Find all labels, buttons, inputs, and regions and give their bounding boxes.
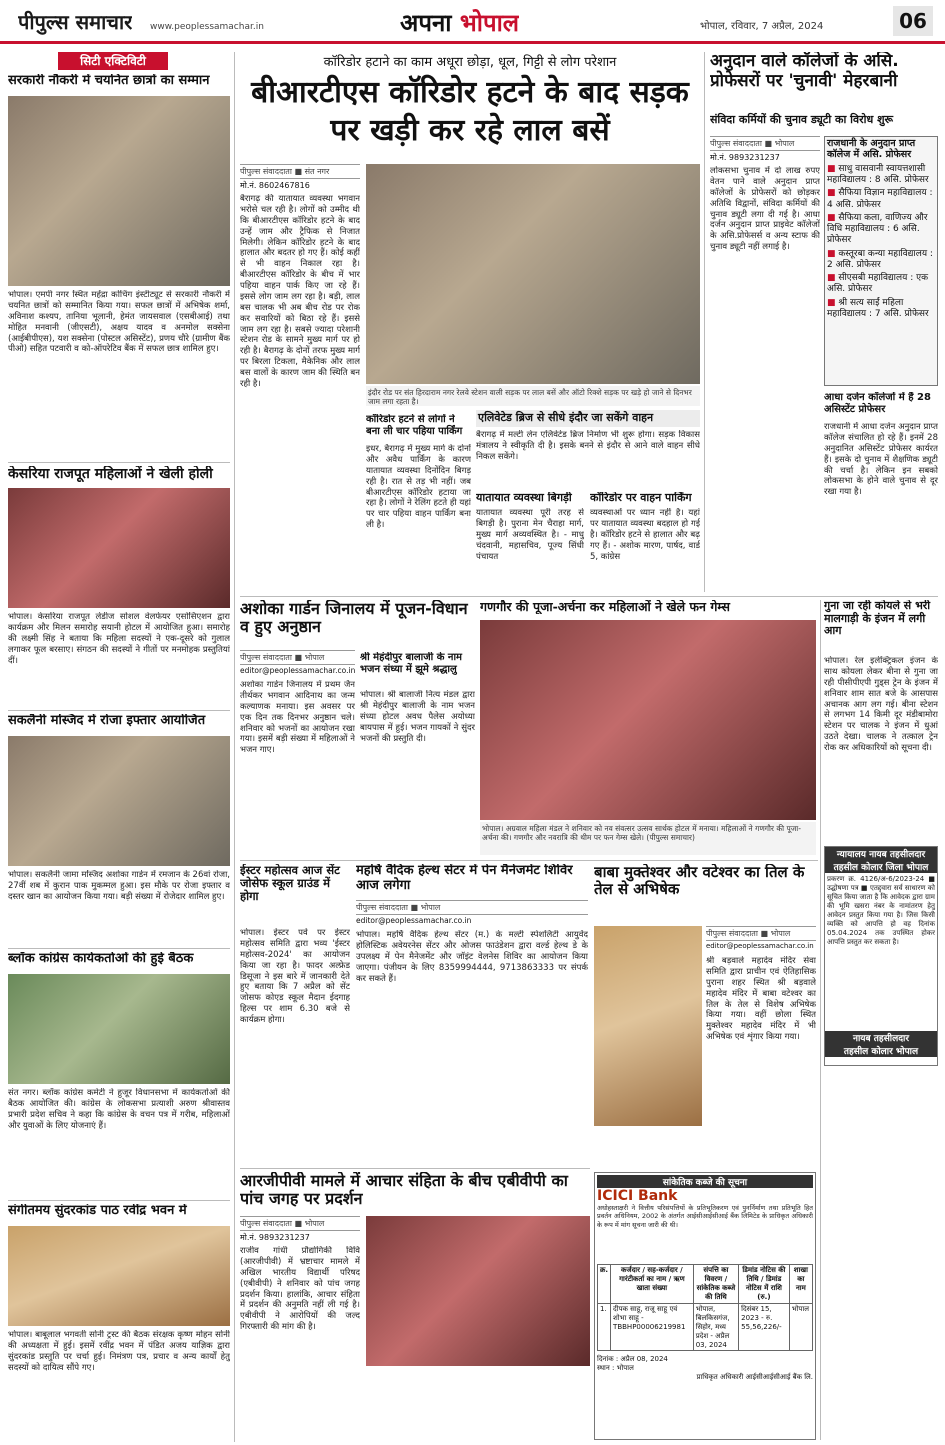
- left-column: [8, 52, 230, 1442]
- college-box: [824, 136, 938, 386]
- icici-date: दिनांक : अप्रैल 08, 2024: [597, 1355, 668, 1363]
- maharshi-headline: महर्षि वैदिक हेल्थ सेंटर में पेन मैनेजमेंट शिविर आज लगेगा: [356, 864, 573, 893]
- college-deck: संविदा कर्मियों की चुनाव ड्यूटी का विरोध शुरू: [710, 113, 894, 126]
- s4-headline: ब्लॉक कांग्रेस कार्यकर्ताओं की हुई बैठक: [8, 952, 194, 966]
- icici-th: क्र.: [598, 1265, 611, 1304]
- masthead: [0, 0, 945, 44]
- tehsil-notice-title1: न्यायालय नायब तहसीलदार: [825, 847, 937, 860]
- gangaur-headline: गणगौर की पूजा-अर्चना कर महिलाओं ने खेले फन गेम्स: [480, 600, 730, 614]
- brts-sub4-body: व्यवस्थाओं पर ध्यान नहीं है। यहां पर यातायात व्यवस्था बदहाल हो गई है। कॉरिडोर हटने से हालात और बढ़ गए हैं। - अशोक मारण, पार्षद, वार्ड 5, कांग्रेस: [590, 508, 700, 562]
- maharshi-story: [356, 864, 588, 1164]
- s1-photo: [8, 96, 230, 286]
- icici-td: भोपाल: [789, 1304, 812, 1351]
- college-mobile: मो.नं. 9893231237: [710, 153, 780, 162]
- brts-sub3: यातायात व्यवस्था बिगड़ी: [476, 492, 572, 504]
- college-box-item: ■ सीएसबी महाविद्यालय : एक असि. प्रोफेसर: [827, 273, 935, 296]
- abvp-story: [240, 1172, 590, 1440]
- s4-body: संत नगर। ब्लॉक कांग्रेस कमेटी ने हुजूर विधानसभा में कार्यकर्ताओं की बैठक आयोजित की। कांग्रेस के लोकसभा प्रत्याशी अरुण श्रीवास्तव प्रभारी प्रदेश सचिव ने कहा कि कांग्रेस के वचन पत्र में गरीब, महिलाओं और युवाओं के लिए योजनाएं हैं।: [8, 1088, 230, 1131]
- college-box-title: राजधानी के अनुदान प्राप्त कॉलेज में असि. प्रोफेसर: [827, 138, 916, 160]
- s1-body: भोपाल। एमपी नगर स्थित महेंद्रा कोचिंग इंस्टीट्यूट से सरकारी नौकरी में चयनित छात्रों को सम्मानित किया गया। सफल छात्रों में अभिषेक शर्मा, अविनाश कश्यप, तानिया भूलानी, हेमंत जायसवाल (एसबीआई) तथा मोहित मनवानी (जीएसटी), अक्षय यादव व अनमोल सक्सेना (आईबीपीएस), यश सक्सेना (पोस्टल असिस्टेंट), प्रणय चौरे (ग्रामीण बैंक पीओ) सहित पटवारी व को-ऑपरेटिव बैंक में सफल छात्र शामिल हुए।: [8, 290, 230, 355]
- icici-notice-body: अधोहस्ताक्षरी ने वित्तीय परिसंपत्तियों के प्रतिभूतिकरण एवं पुनर्निर्माण तथा प्रतिभूति हित प्रवर्तन अधिनियम, 2002 के अंतर्गत आईसीआईसीआई बैंक लिमिटेड के प्राधिकृत अधिकारी के रूप में मांग सूचना जारी की थी।: [597, 1204, 813, 1229]
- ashoka-body: अशोका गार्डन जिनालय में प्रथम जैन तीर्थकर भगवान आदिनाथ का जन्म कल्याणक मनाया। इस अवसर पर एक दिन तक दिनभर अनुष्ठान चले। शनिवार को भजनों का आयोजन रखा गया। इसमें बड़ी संख्या में महिलाओं ने भजन गाए।: [240, 680, 355, 756]
- baba-email: editor@peoplessamachar.co.in: [706, 942, 814, 950]
- icici-th: संपत्ति का विवरण / सांकेतिक कब्जे की तिथि: [693, 1265, 738, 1304]
- gangaur-story: [480, 600, 816, 855]
- tehsil-notice-body: प्रकरण क्र. 4126/अ-6/2023-24 ■ उद्घोषणा पत्र ■ एतद्द्वारा सर्व साधारण को सूचित किया जाता है कि आवेदक द्वारा ग्राम की भूमि खसरा नंबर के नामांतरण हेतु आवेदन प्रस्तुत किया गया है। जिस किसी व्यक्ति को आपत्ति हो वह दिनांक 05.04.2024 तक उपस्थित होकर आपत्ति प्रस्तुत कर सकता है।: [827, 875, 935, 946]
- icici-th: कर्जदार / सह-कर्जदार / गारंटीकर्ता का नाम / ऋण खाता संख्या: [611, 1265, 694, 1304]
- icici-notice-title: सांकेतिक कब्जे की सूचना: [597, 1175, 813, 1188]
- tehsil-notice-title2: तहसील कोलार जिला भोपाल: [825, 860, 937, 873]
- page-number: 06: [893, 6, 933, 36]
- section-title: [400, 6, 519, 39]
- s3-headline: सकलैनी मस्जिद में रोजा इफ्तार आयोजित: [8, 714, 206, 728]
- brand-url: www.peoplessamachar.in: [150, 22, 264, 32]
- s3-photo: [8, 736, 230, 866]
- gangaur-caption-text: भोपाल। अग्रवाल महिला मंडल ने शनिवार को नव संवत्सर उत्सव सार्थक होटल में मनाया। महिलाओं ने गणगौर की पूजा-अर्चना की। गणगौर और नवरात्रि की थीम पर फन गेम्स खेले।: [482, 824, 801, 842]
- s2-body: भोपाल। केसरिया राजपूत लेडीज सोशल वेलफेयर एसोसिएशन द्वारा कार्यक्रम और मिलन समारोह सयानी होटल में आयोजित हुआ। समारोह की लक्ष्मी सिंह ने बताया कि महिला सदस्यों ने एक-दूसरे को गुलाल लगाकर फूल बरसाए। संगठन की सदस्यों ने गीतों पर मनमोहक प्रस्तुतियां दीं।: [8, 612, 230, 666]
- guna-story: [824, 600, 938, 840]
- baba-photo: [594, 926, 702, 1126]
- college-box-item: ■ साधु वासवानी स्वायत्तशासी महाविद्यालय : 8 असि. प्रोफेसर: [827, 164, 935, 187]
- icici-th: शाखा का नाम: [789, 1265, 812, 1304]
- s1-headline: सरकारी नौकरी में चयनित छात्रों का सम्मान: [8, 74, 210, 88]
- college-sub: आधा दर्जन कॉलेजों में हैं 28 असिस्टेंट प्रोफेसर: [824, 392, 931, 415]
- ashoka-sub: श्री मेहंदीपुर बालाजी के नाम भजन संध्या में झूमे श्रद्धालु: [360, 652, 463, 675]
- ashoka-headline: अशोका गार्डन जिनालय में पूजन-विधान व हुए अनुष्ठान: [240, 600, 468, 637]
- gangaur-credit: (पीपुल्स समाचार): [646, 833, 695, 842]
- college-box-item: ■ कस्तूरबा कन्या महाविद्यालय : 2 असि. प्रोफेसर: [827, 249, 935, 272]
- college-body: लोकसभा चुनाव में दो लाख रुपए वेतन पाने वाले अनुदान प्राप्त कॉलेजों के प्रोफेसरों को छोड़कर अतिथि विद्वानों, संविदा कर्मियों की चुनाव ड्यूटी लगा दी गई है। आधा दर्जन अनुदान प्राप्त प्राइवेट कॉलेजों के असि.प्रोफेसर्स व अन्य स्टाफ की चुनाव ड्यूटी नहीं लगाई है।: [710, 166, 820, 253]
- abvp-headline: आरजीपीवी मामले में आचार संहिता के बीच एबीवीपी का पांच जगह पर प्रदर्शन: [240, 1172, 568, 1209]
- brts-photo-caption: इंदौर रोड पर संत हिरदाराम नगर रेलवे स्टेशन वाली सड़क पर लाल बसें और ऑटो रिक्शे सड़क पर खड़े हो जाने से दिनभर जाम लगा रहता है।: [366, 386, 700, 406]
- college-byline: पीपुल्स संवाददाता ■ भोपाल: [710, 136, 820, 151]
- icici-td: दीपक साहू, राजू साहू एवं शोभा साहू - TBBHP00006219981: [611, 1304, 694, 1351]
- icici-sign: प्राधिकृत अधिकारी आईसीआईसीआई बैंक लि.: [696, 1373, 813, 1381]
- abvp-photo: [366, 1216, 590, 1366]
- brts-sub1: कॉरिडोर हटने से लोगों ने बना ली चार पहिया पार्किंग: [366, 414, 463, 437]
- s2-photo: [8, 488, 230, 608]
- college-story: [710, 52, 938, 592]
- s2-headline: केसरिया राजपूत महिलाओं ने खेली होली: [8, 466, 213, 482]
- easter-body: भोपाल। ईस्टर पर्व पर ईस्टर महोत्सव समिति द्वारा भव्य 'ईस्टर महोत्सव-2024' का आयोजन किया जा रहा है। फादर अल्फ्रेड डिसूजा ने इस बारे में जानकारी देते हुए बताया कि 7 अप्रैल को सेंट जोसफ कोएड स्कूल मैदान ईदगाह हिल्स पर शाम 6.30 बजे से कार्यक्रम होगा।: [240, 928, 350, 1025]
- s4-photo: [8, 974, 230, 1084]
- abvp-byline: पीपुल्स संवाददाता ■ भोपाल: [240, 1216, 360, 1231]
- section-title-2: भोपाल: [459, 9, 520, 37]
- tehsil-notice-sign1: नायब तहसीलदार: [825, 1031, 937, 1044]
- icici-notice: [594, 1172, 816, 1440]
- s3-body: भोपाल। सकलैनी जामा मस्जिद अशोका गार्डन में रमजान के 26वां रोजा, 27वीं शब में कुरान पाक मुकम्मल हुआ। इस मौके पर रोजा इफ्तार व दस्तर खान का आयोजन किया गया। बड़ी संख्या में रोजेदार शामिल हुए।: [8, 870, 230, 902]
- icici-td: दिसंबर 15, 2023 - रु. 55,56,226/-: [739, 1304, 790, 1351]
- icici-place: स्थान : भोपाल: [597, 1364, 634, 1372]
- college-sub-body: राजधानी में आधा दर्जन अनुदान प्राप्त कॉलेज संचालित हो रहे हैं। इनमें 28 अनुदानित असिस्टेंट प्रोफेसर कार्यरत हैं। इसके दो चुनाव में शैक्षणिक ड्यूटी की चर्चा है। लेकिन इन सबको लोकसभा के होने वाले चुनाव से दूर रखा गया है।: [824, 422, 938, 498]
- brts-sub2-body: बैरागढ़ में मल्टी लेन एलिवेटेड ब्रिज निर्माण भी शुरू होगा। सड़क विकास मंत्रालय ने स्वीकृति दी है। इसके बनने से इंदौर से आने वाले वाहन सीधे निकल सकेंगे।: [476, 430, 700, 462]
- maharshi-byline: पीपुल्स संवाददाता ■ भोपाल: [356, 900, 588, 915]
- gangaur-caption: [480, 822, 816, 855]
- maharshi-body: भोपाल। महर्षि वैदिक हेल्थ सेंटर (म.) के मल्टी स्पेशलिटी आयुर्वेद होलिस्टिक अवेयरनेस सेंटर और ओजस फाउंडेशन द्वारा वर्ल्ड हेल्थ डे के उपलक्ष्य में पेन मैनेजमेंट और जॉइंट वेलनेस शिविर का आयोजन किया जाएगा। पंजीयन के लिए 8359994444, 9713863333 पर संपर्क कर सकते हैं।: [356, 930, 588, 984]
- brts-sub4: कॉरिडोर पर वाहन पार्किंग: [590, 492, 692, 504]
- s5-body: भोपाल। बाबूलाल भगवती सोनी ट्रस्ट की बैठक संरक्षक कृष्ण मोहन सोनी की अध्यक्षता में हुई। इसमें रवींद्र भवन में पंडित अजय याज्ञिक द्वारा सुंदरकांड प्रस्तुति पर चर्चा हुई। निमंत्रण पत्र, प्रचार व अन्य कार्यों हेतु सदस्यों को दायित्व सौंपे गए।: [8, 1330, 230, 1373]
- baba-byline: पीपुल्स संवाददाता ■ भोपाल: [706, 926, 816, 941]
- easter-story: [240, 864, 350, 1164]
- brts-photo: [366, 164, 700, 384]
- brts-sub2: एलिवेटेड ब्रिज से सीधे इंदौर जा सकेंगे वाहन: [476, 410, 700, 427]
- tehsil-notice-sign2: तहसील कोलार भोपाल: [825, 1044, 937, 1057]
- s5-photo: [8, 1226, 230, 1326]
- baba-headline: बाबा मुक्तेश्वर और वटेश्वर का तिल के तेल से अभिषेक: [594, 864, 805, 899]
- college-box-item: ■ श्री सत्य साईं महिला महाविद्यालय : 7 असि. प्रोफेसर: [827, 298, 935, 321]
- abvp-body: राजीव गांधी प्रौद्योगिकी विवि (आरजीपीवी) में भ्रष्टाचार मामले में अखिल भारतीय विद्यार्थी परिषद (एबीवीपी) ने शनिवार को पांच जगह प्रदर्शन किया। हालांकि, आचार संहिता में प्रदर्शन की अनुमति नहीं ली गई है। एबीवीपी ने आरोपियों की जल्द गिरफ्तारी की मांग की है।: [240, 1246, 360, 1333]
- brts-sub3-body: यातायात व्यवस्था पूरी तरह से बिगड़ी है। पुराना मेन चैराहा मार्ग, मुख्य मार्ग अव्यवस्थित है। - माधु चंदवानी, महासचिव, पूज्य सिंधी पंचायत: [476, 508, 584, 562]
- icici-logo: ICICI Bank: [597, 1188, 678, 1204]
- brts-byline: पीपुल्स संवाददाता ■ संत नगर: [240, 164, 360, 179]
- brand-logo: पीपुल्स समाचार: [18, 10, 133, 34]
- college-box-item: ■ सैफिया विज्ञान महाविद्यालय : 4 असि. प्रोफेसर: [827, 188, 935, 211]
- section-title-1: अपना: [400, 9, 452, 37]
- baba-body: श्री बड़वाले महादेव मंदिर सेवा समिति द्वारा प्राचीन एवं ऐतिहासिक पुराना शहर स्थित श्री बड़वाले महादेव मंदिर में बाबा वटेश्वर का तिल के तेल से विशेष अभिषेक किया गया। वहीं छोला स्थित मुक्तेश्वर महादेव मंदिर में भी अभिषेक एवं शृंगार किया गया।: [706, 956, 816, 1043]
- brts-headline: बीआरटीएस कॉरिडोर हटने के बाद सड़क पर खड़ी कर रहे लाल बसें: [251, 75, 689, 148]
- abvp-mobile: मो.नं. 9893231237: [240, 1233, 310, 1242]
- college-box-item: ■ सैफिया कला, वाणिज्य और विधि महाविद्यालय : 6 असि. प्रोफेसर: [827, 213, 935, 247]
- brts-sub1-body: इधर, बैरागढ़ में मुख्य मार्ग के दोनों और अवैध पार्किंग के कारण यातायात व्यवस्था दिनोंदिन बिगड़ रही है। रात से तड़ भी नहीं। जब बीआरटीएस कॉरिडोर हटाया जा रहा है। लोगों ने रेलिंग हटते ही यहां पर चार पहिया वाहन पार्किंग बना ली है।: [366, 444, 471, 531]
- ashoka-sub-body: भोपाल। श्री बालाजी नित्य मंडल द्वारा श्री मेहंदीपुर बालाजी के नाम भजन संध्या होटल अवध पैलेस अयोध्या बायपास में हुई। भजन गायकों ने सुंदर भजनों की प्रस्तुति दी।: [360, 690, 475, 744]
- tehsil-notice: [824, 846, 938, 1066]
- brts-body: बैरागढ़ की यातायात व्यवस्था भगवान भरोसे चल रही है। लोगों को उम्मीद थी कि बीआरटीएस कॉरिडोर हटने के बाद उन्हें जाम और ट्रैफिक से निजात मिलेगी। लेकिन कॉरिडोर हटने के बाद हालात और बदतर हो गए हैं। कोई कहीं से भी वाहन निकाल रहा है। बीआरटीएस कॉरिडोर के बीच में भार पहिया वाहन पार्क किए जा रहे हैं। इससे लोग जाम लग रहा है। बड़ी, लाल बस चालक भी अब बीच रोड पर रोक कर सवारियों को बिठा रहे हैं। इससे जाम लग रहा है। सबसे ज्यादा परेशानी स्टेशन रोड के सामने मुख्य मार्ग पर हो रही है। बैरागढ़ के दोनों तरफ मुख्य मार्ग पर बिरला टिकला, मैकेनिक और लाल बस वालों के कारण जाम की स्थिति बन रही है।: [240, 194, 360, 389]
- easter-headline: ईस्टर महोत्सव आज सेंट जोसेफ स्कूल ग्राउंड में होगा: [240, 864, 340, 904]
- brts-story: [240, 52, 700, 592]
- guna-headline: गुना जा रही कोयले से भरी मालगाड़ी के इंजन में लगी आग: [824, 600, 931, 638]
- icici-table: [597, 1264, 813, 1351]
- icici-td: 1.: [598, 1304, 611, 1351]
- dateline: भोपाल, रविवार, 7 अप्रैल, 2024: [700, 21, 824, 32]
- ashoka-byline: पीपुल्स संवाददाता ■ भोपाल: [240, 650, 355, 665]
- city-activity-tag: सिटी एक्टिविटी: [58, 52, 168, 70]
- brts-mobile: मो.नं. 8602467816: [240, 181, 310, 190]
- college-headline: अनुदान वाले कॉलेजों के असि. प्रोफेसरों पर 'चुनावी' मेहरबानी: [710, 52, 899, 91]
- icici-th: डिमांड नोटिस की तिथि / डिमांड नोटिस में राशि (रु.): [739, 1265, 790, 1304]
- ashoka-story: [240, 600, 475, 855]
- table-row: [598, 1304, 813, 1351]
- s5-headline: संगीतमय सुंदरकांड पाठ रवींद्र भवन में: [8, 1204, 187, 1218]
- gangaur-photo: [480, 620, 816, 820]
- guna-body: भोपाल। रेल इलेक्ट्रिकल इंजन के साथ कोयला लेकर बीना से गुना जा रही पीसीपीएपी गुड्स ट्रेन के इंजन में शनिवार शाम सात बजे के आसपास अचानक आग लग गई। बीना स्टेशन से लगभग 14 किमी दूर मंडीबामोरा स्टेशन पर चालक ने इंजन में धुआं उठते देखा। चालक ने तत्काल ट्रेन रोक कर अधिकारियों को सूचना दी।: [824, 656, 938, 753]
- maharshi-email: editor@peoplessamachar.co.in: [356, 916, 472, 925]
- icici-td: भोपाल, बिलकिसगंज, सिहोर, मध्य प्रदेश - अप्रैल 03, 2024: [693, 1304, 738, 1351]
- baba-story: [594, 864, 816, 1164]
- ashoka-email: editor@peoplessamachar.co.in: [240, 666, 355, 675]
- brts-kicker: कॉरिडोर हटाने का काम अधूरा छोड़ा, धूल, गिट्टी से लोग परेशान: [323, 55, 617, 70]
